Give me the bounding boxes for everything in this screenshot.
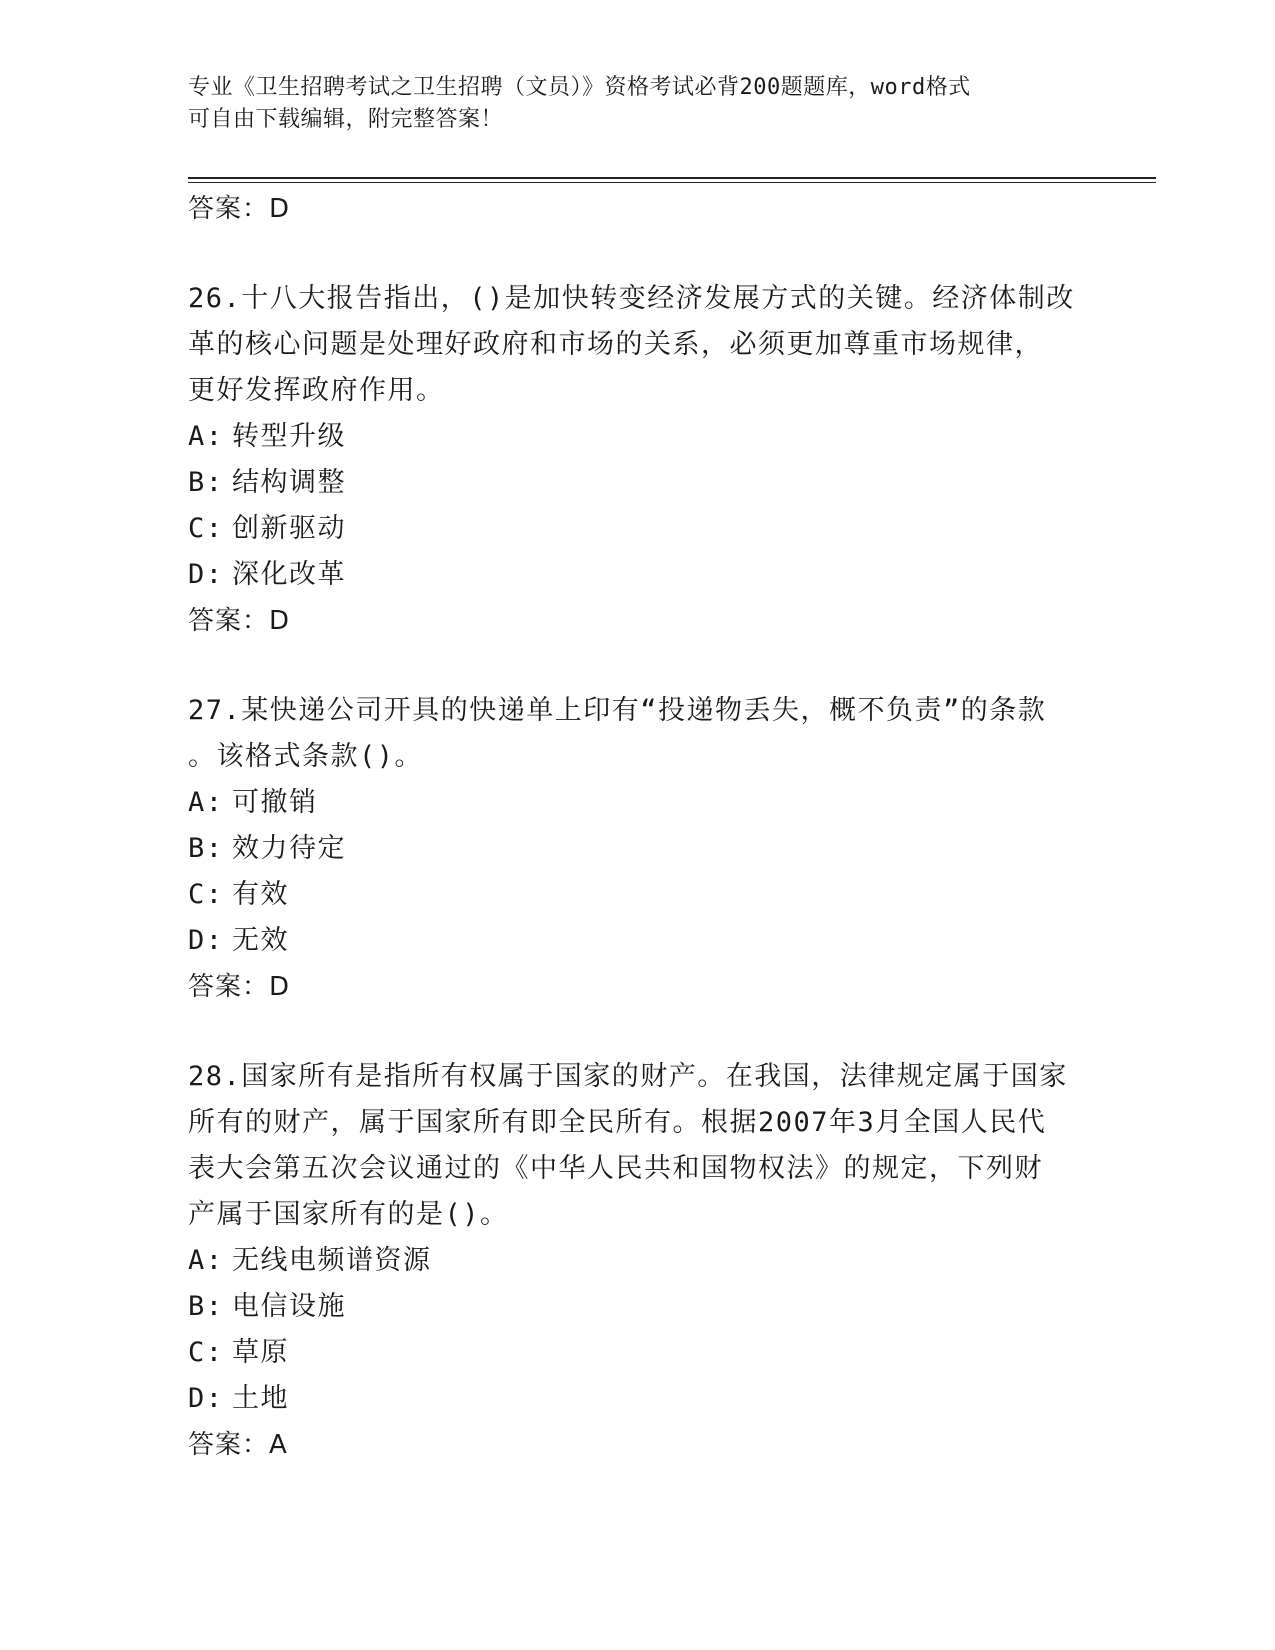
header-divider-thin bbox=[188, 182, 1156, 183]
question-text bbox=[188, 1054, 1088, 1238]
option-c bbox=[188, 506, 1088, 552]
option-text: 转型升级 bbox=[232, 421, 346, 452]
option-d bbox=[188, 918, 1088, 964]
option-key: A: bbox=[188, 787, 224, 818]
previous-answer: 答案：D bbox=[188, 194, 291, 224]
header-line-1: 专业《卫生招聘考试之卫生招聘（文员）》资格考试必背200题题库，word格式 bbox=[188, 75, 971, 100]
option-text: 无效 bbox=[232, 925, 289, 956]
option-key: A: bbox=[188, 1245, 224, 1276]
option-text: 有效 bbox=[232, 879, 289, 910]
option-b bbox=[188, 460, 1088, 506]
option-key: B: bbox=[188, 833, 224, 864]
question-line: 十八大报告指出，()是加快转变经济发展方式的关键。经济体制改 bbox=[241, 283, 1075, 314]
answer: 答案：D bbox=[188, 972, 291, 1002]
question-line: 国家所有是指所有权属于国家的财产。在我国，法律规定属于国家 bbox=[241, 1061, 1068, 1092]
option-c bbox=[188, 872, 1088, 918]
option-a bbox=[188, 780, 1088, 826]
option-d bbox=[188, 1376, 1088, 1422]
question-text bbox=[188, 276, 1088, 414]
question-line: 某快递公司开具的快递单上印有“投递物丢失，概不负责”的条款 bbox=[241, 695, 1047, 726]
question-line: 表大会第五次会议通过的《中华人民共和国物权法》的规定，下列财 bbox=[188, 1153, 1043, 1184]
option-a bbox=[188, 414, 1088, 460]
option-key: D: bbox=[188, 559, 224, 590]
document-header bbox=[188, 72, 1068, 136]
question-line: 更好发挥政府作用。 bbox=[188, 375, 445, 406]
answer: 答案：A bbox=[188, 1430, 288, 1460]
option-key: C: bbox=[188, 1337, 224, 1368]
question-27 bbox=[188, 688, 1088, 1010]
option-text: 可撤销 bbox=[232, 787, 318, 818]
header-line-2: 可自由下载编辑，附完整答案！ bbox=[188, 107, 504, 132]
option-text: 电信设施 bbox=[232, 1291, 346, 1322]
question-28 bbox=[188, 1054, 1088, 1468]
option-d bbox=[188, 552, 1088, 598]
option-c bbox=[188, 1330, 1088, 1376]
question-list bbox=[188, 186, 1088, 1468]
option-text: 草原 bbox=[232, 1337, 289, 1368]
option-text: 结构调整 bbox=[232, 467, 346, 498]
option-b bbox=[188, 826, 1088, 872]
option-key: D: bbox=[188, 925, 224, 956]
option-b bbox=[188, 1284, 1088, 1330]
question-line: 产属于国家所有的是()。 bbox=[188, 1199, 509, 1230]
question-number: 28. bbox=[188, 1061, 242, 1092]
question-line: 所有的财产，属于国家所有即全民所有。根据2007年3月全国人民代 bbox=[188, 1107, 1047, 1138]
option-key: B: bbox=[188, 1291, 224, 1322]
question-26 bbox=[188, 276, 1088, 644]
question-line: 革的核心问题是处理好政府和市场的关系，必须更加尊重市场规律， bbox=[188, 329, 1043, 360]
question-text bbox=[188, 688, 1088, 780]
question-line: 。该格式条款()。 bbox=[188, 741, 424, 772]
question-number: 26. bbox=[188, 283, 242, 314]
option-key: C: bbox=[188, 513, 224, 544]
option-text: 效力待定 bbox=[232, 833, 346, 864]
header-divider bbox=[188, 177, 1156, 179]
option-text: 土地 bbox=[232, 1383, 289, 1414]
option-key: B: bbox=[188, 467, 224, 498]
option-key: A: bbox=[188, 421, 224, 452]
option-key: D: bbox=[188, 1383, 224, 1414]
option-key: C: bbox=[188, 879, 224, 910]
option-text: 创新驱动 bbox=[232, 513, 346, 544]
option-a bbox=[188, 1238, 1088, 1284]
question-number: 27. bbox=[188, 695, 242, 726]
answer: 答案：D bbox=[188, 606, 291, 636]
option-text: 无线电频谱资源 bbox=[232, 1245, 432, 1276]
option-text: 深化改革 bbox=[232, 559, 346, 590]
